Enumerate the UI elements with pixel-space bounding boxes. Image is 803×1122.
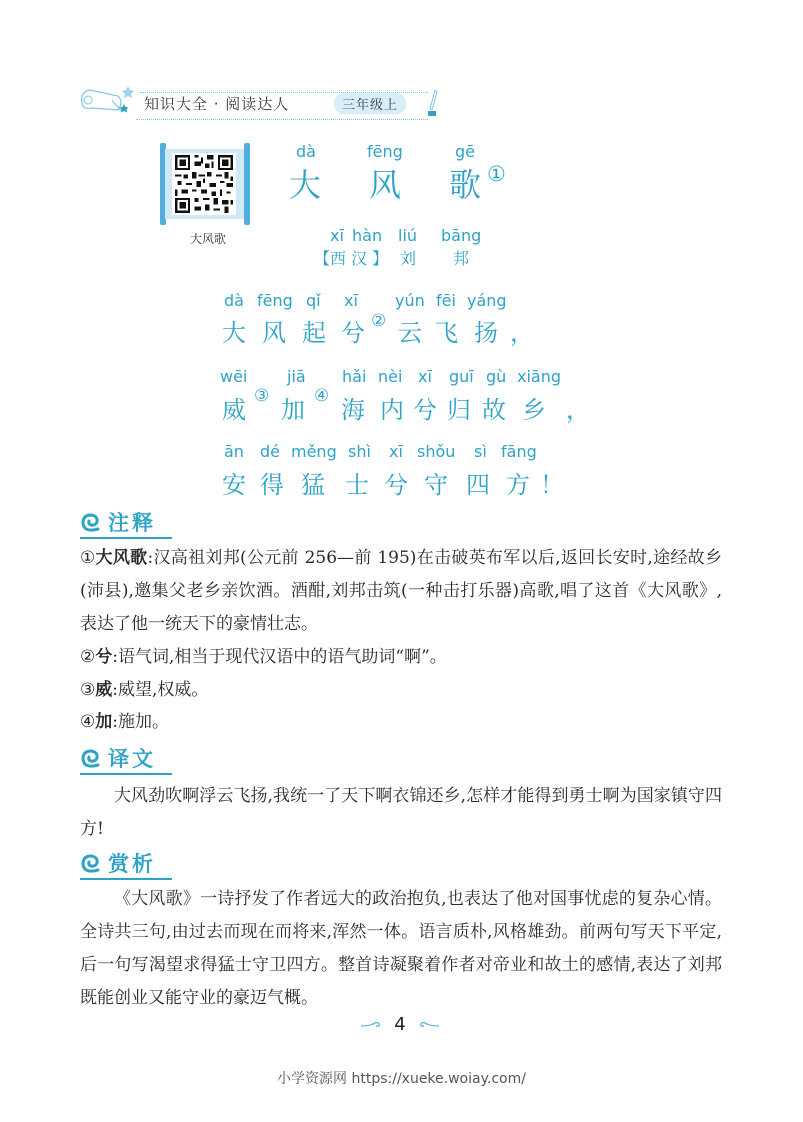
line3-char: 兮: [384, 471, 408, 499]
swirl-icon: [80, 513, 102, 533]
line2-pinyin: guī: [449, 367, 474, 386]
section-title: 赏析: [108, 852, 156, 876]
ornament-left-icon: [361, 1020, 383, 1030]
note-term: 加: [95, 712, 113, 732]
note-item-2: [80, 641, 722, 674]
note-item-3: [80, 674, 722, 707]
line3-pinyin: dé: [260, 442, 280, 461]
line2-char: 兮: [413, 396, 437, 424]
line1-pinyin: fēi: [436, 291, 456, 310]
line2-pinyin: nèi: [378, 367, 403, 386]
swirl-icon: [80, 749, 102, 769]
qr-code-frame[interactable]: [160, 143, 250, 225]
line2-pinyin: hǎi: [342, 367, 367, 386]
qr-code-icon[interactable]: [172, 153, 236, 215]
line3-char: 安: [222, 471, 246, 499]
line2-char: 乡: [522, 396, 546, 424]
line3-punct: ！: [540, 471, 564, 499]
line3-pinyin: shǒu: [417, 442, 456, 461]
line2-pinyin: xiāng: [517, 367, 562, 386]
note-marker: ③: [254, 386, 270, 406]
line2-pinyin: jiā: [287, 367, 306, 386]
section-heading-appreciation: [80, 848, 172, 880]
section-title: 注释: [108, 511, 156, 535]
line3-pinyin: ān: [224, 442, 244, 461]
section-heading-notes: [80, 507, 172, 539]
page-number-text: 4: [394, 1014, 406, 1035]
line1-pinyin: yáng: [467, 291, 507, 310]
line2-pinyin: xī: [418, 367, 432, 386]
translation-text: 大风劲吹啊浮云飞扬,我统一了天下啊衣锦还乡,怎样才能得到勇士啊为国家镇守四方!: [80, 786, 722, 839]
line3-char: 士: [345, 471, 369, 499]
line1-pinyin: fēng: [257, 291, 293, 310]
line3-pinyin: měng: [291, 442, 337, 461]
title-char: 风: [369, 166, 402, 204]
scroll-decoration-icon: [78, 82, 138, 118]
line3-char: 猛: [301, 471, 325, 499]
note-text: :汉高祖刘邦(公元前 256—前 195)在击破英布军以后,返回长安时,途经故乡(沛县),邀集父老乡亲饮酒。酒酣,刘邦击筑(一种击打乐器)高歌,唱了这首《大风歌》,表达了他一统天下的豪情壮志。: [80, 548, 722, 634]
line1-char: 飞: [434, 319, 458, 347]
line3-pinyin: fāng: [501, 442, 537, 461]
qr-code-label: 大风歌: [189, 232, 226, 246]
line1-char: 扬: [474, 319, 498, 347]
line1-pinyin: dà: [224, 291, 244, 310]
line1-char: 兮: [341, 319, 365, 347]
note-text: :语气词,相当于现代汉语中的语气助词“啊”。: [112, 647, 447, 667]
series-title: 知识大全 · 阅读达人: [144, 95, 290, 113]
author-pinyin: hàn: [352, 226, 383, 245]
line1-char: 云: [398, 319, 422, 347]
line2-char: 加: [281, 396, 305, 424]
title-pinyin: dà: [296, 142, 316, 161]
ornament-right-icon: [417, 1020, 439, 1030]
title-pinyin: fēng: [367, 142, 403, 161]
line3-char: 守: [424, 471, 448, 499]
scroll-rod-right: [244, 143, 250, 225]
footer-watermark[interactable]: 小学资源网 https://xueke.woiay.com/: [277, 1071, 526, 1087]
note-item-4: [80, 706, 722, 739]
section-title: 译文: [108, 747, 156, 771]
note-term: 大风歌: [95, 548, 148, 568]
author-pinyin: xī: [330, 226, 344, 245]
grade-badge: 三年级上: [334, 93, 406, 114]
title-char: 大: [289, 166, 322, 204]
page-number: [355, 1014, 445, 1035]
line2-char: 海: [341, 396, 365, 424]
header-rule-bottom: [136, 119, 428, 120]
line1-pinyin: xī: [344, 291, 358, 310]
note-term: 兮: [95, 647, 113, 667]
line2-punct: ，: [566, 396, 590, 424]
line1-char: 大: [222, 319, 246, 347]
note-text: :施加。: [112, 712, 169, 732]
author-pinyin: liú: [398, 226, 418, 245]
note-number: ①: [80, 548, 96, 568]
appreciation-text: 《大风歌》一诗抒发了作者远大的政治抱负,也表达了他对国事忧虑的复杂心情。全诗共三句,由过去而现在而将来,浑然一体。语言质朴,风格雄劲。前两句写天下平定,后一句写渴望求得猛士守卫四方。整首诗凝聚着作者对帝业和故土的感情,表达了刘邦既能创业又能守业的豪迈气概。: [80, 889, 722, 1008]
line1-pinyin: qǐ: [306, 291, 321, 310]
note-term: 威: [95, 680, 113, 700]
note-number: ③: [80, 680, 96, 700]
line1-char: 起: [302, 319, 326, 347]
line3-char: 得: [260, 471, 284, 499]
line2-char: 故: [482, 396, 506, 424]
line2-char: 内: [380, 396, 404, 424]
line3-pinyin: xī: [389, 442, 403, 461]
line2-pinyin: gù: [486, 367, 507, 386]
line1-pinyin: yún: [395, 291, 425, 310]
note-marker: ①: [487, 162, 506, 186]
note-number: ②: [80, 647, 96, 667]
line1-char: 风: [262, 319, 286, 347]
line3-char: 四: [466, 471, 490, 499]
line2-pinyin: wēi: [220, 367, 248, 386]
author-name-char: 刘: [400, 249, 417, 268]
author-dynasty: 【西 汉 】: [314, 249, 389, 268]
line3-char: 方: [506, 471, 530, 499]
swirl-icon: [80, 854, 102, 874]
line3-pinyin: shì: [348, 442, 371, 461]
title-char: 歌: [449, 166, 482, 204]
section-heading-translation: [80, 743, 172, 775]
note-marker: ②: [371, 311, 387, 331]
note-item-1: [80, 542, 722, 641]
line2-char: 归: [447, 396, 471, 424]
title-pinyin: gē: [455, 142, 475, 161]
note-text: :威望,权威。: [112, 680, 209, 700]
line1-punct: ，: [510, 319, 534, 347]
line3-pinyin: sì: [474, 442, 487, 461]
note-number: ④: [80, 712, 96, 732]
note-marker: ④: [314, 386, 330, 406]
pen-icon: [428, 90, 438, 118]
author-name-char: 邦: [453, 249, 470, 268]
author-pinyin: bāng: [441, 226, 482, 245]
page-header: [78, 80, 438, 122]
line2-char: 威: [222, 396, 246, 424]
